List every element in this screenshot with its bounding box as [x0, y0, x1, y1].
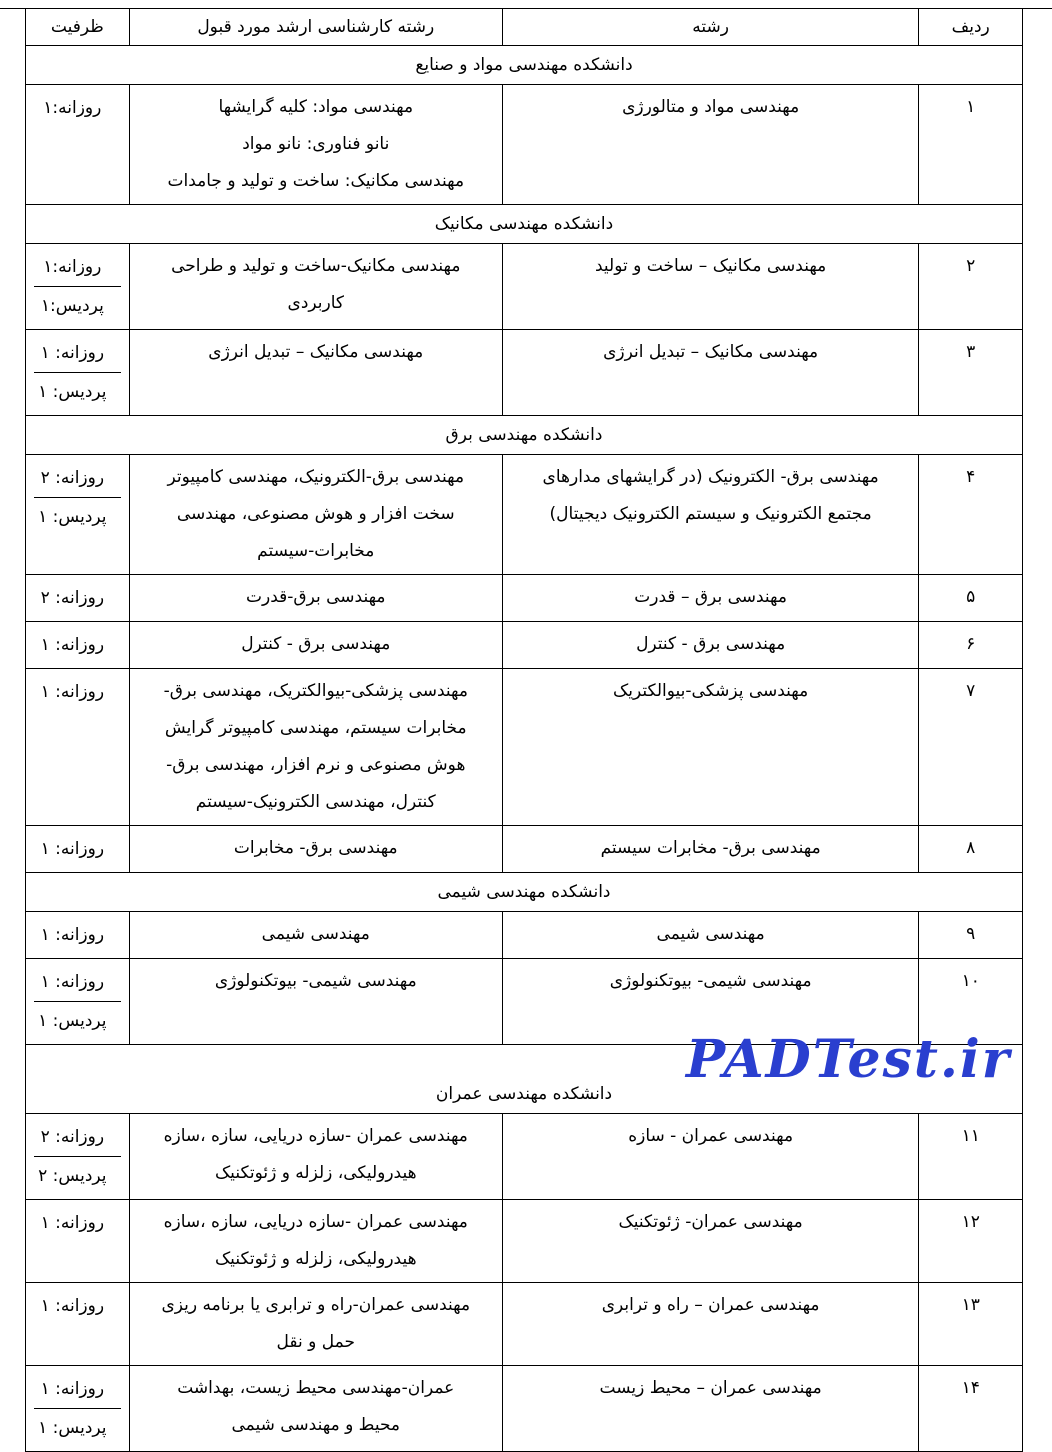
accepted-major-cell [129, 669, 502, 826]
capacity-cell [26, 826, 130, 873]
table-row [26, 455, 1023, 575]
capacity-cell [26, 1283, 130, 1366]
capacity-value: روزانه: ۲ [40, 468, 105, 488]
table-row [26, 330, 1023, 416]
faculty-title: دانشکده مهندسی عمران [435, 1084, 613, 1104]
capacity-cell [26, 455, 130, 575]
accepted-major-cell [129, 244, 502, 330]
programs-table-body [26, 9, 1023, 1452]
faculty-section-row [26, 205, 1023, 244]
table-row [26, 244, 1023, 330]
faculty-section-row [26, 1045, 1023, 1114]
capacity-value: روزانه: ۲ [40, 1127, 105, 1147]
faculty-section-row [26, 416, 1023, 455]
major-line: مهندسی پزشکی-بیوالکتریک [613, 681, 809, 701]
faculty-section-row [26, 46, 1023, 85]
accepted-major-line: مهندسی برق-الکترونیک، مهندسی کامپیوتر [167, 467, 465, 487]
accepted-major-line: نانو فناوری: نانو مواد [242, 134, 390, 154]
capacity-value: روزانه: ۱ [40, 635, 105, 655]
watermark-logo: PADTest.ir [686, 1029, 1012, 1090]
capacity-value: پردیس: ۱ [34, 497, 121, 536]
accepted-major-line: محیط و مهندسی شیمی [231, 1415, 401, 1435]
header-capacity: ظرفیت [26, 9, 130, 46]
faculty-title: دانشکده مهندسی مواد و صنایع [415, 55, 633, 75]
table-row [26, 1114, 1023, 1200]
table-header-row [26, 9, 1023, 46]
accepted-major-cell [129, 575, 502, 622]
accepted-major-line: مهندسی مکانیک: ساخت و تولید و جامدات [167, 171, 465, 191]
table-row [26, 85, 1023, 205]
accepted-major-line: کاربردی [287, 293, 345, 313]
capacity-cell [26, 1366, 130, 1452]
capacity-value: پردیس: ۱ [34, 1001, 121, 1040]
accepted-major-line: مهندسی پزشکی-بیوالکتریک، مهندسی برق- [163, 681, 468, 701]
major-line: مهندسی برق- الکترونیک (در گرایشهای مدارهای [542, 467, 879, 487]
major-cell [502, 826, 919, 873]
programs-table [25, 8, 1023, 1452]
row-number: ۴ [919, 455, 1023, 575]
capacity-cell [26, 669, 130, 826]
major-line: مهندسی عمران - سازه [628, 1126, 794, 1146]
capacity-cell [26, 1200, 130, 1283]
accepted-major-cell [129, 455, 502, 575]
capacity-value: روزانه: ۱ [40, 343, 105, 363]
major-cell [502, 85, 919, 205]
accepted-major-line: مهندسی شیمی- بیوتکنولوژی [214, 971, 417, 991]
accepted-major-cell [129, 622, 502, 669]
accepted-major-cell [129, 912, 502, 959]
accepted-major-cell [129, 826, 502, 873]
accepted-major-line: مهندسی برق- مخابرات [233, 838, 398, 858]
accepted-major-cell [129, 1366, 502, 1452]
faculty-title-cell [26, 1029, 1023, 1114]
accepted-major-cell [129, 1200, 502, 1283]
capacity-value: روزانه: ۱ [40, 925, 105, 945]
capacity-value: روزانه: ۲ [40, 588, 105, 608]
major-line: مهندسی مواد و متالورژی [622, 97, 800, 117]
row-number: ۱۰ [919, 959, 1023, 1045]
capacity-cell [26, 959, 130, 1045]
capacity-cell [26, 85, 130, 205]
header-accepted: رشته کارشناسی ارشد مورد قبول [129, 9, 502, 46]
major-line: مهندسی مکانیک – تبدیل انرژی [603, 342, 819, 362]
table-row [26, 1283, 1023, 1366]
faculty-section-row [26, 873, 1023, 912]
major-cell [502, 1114, 919, 1200]
major-cell [502, 912, 919, 959]
capacity-value: روزانه:۱ [43, 98, 102, 118]
major-cell [502, 669, 919, 826]
row-number: ۱۱ [919, 1114, 1023, 1200]
accepted-major-line: هیدرولیکی، زلزله و ژئوتکنیک [214, 1163, 417, 1183]
capacity-cell [26, 1114, 130, 1200]
row-number: ۳ [919, 330, 1023, 416]
accepted-major-line: عمران-مهندسی محیط زیست، بهداشت [177, 1378, 455, 1398]
major-line: مجتمع الکترونیک و سیستم الکترونیک دیجیتال) [549, 504, 872, 524]
header-row-no: ردیف [919, 9, 1023, 46]
table-row [26, 622, 1023, 669]
accepted-major-line: هوش مصنوعی و نرم افزار، مهندسی برق- [166, 755, 466, 775]
row-number: ۱۲ [919, 1200, 1023, 1283]
major-cell [502, 244, 919, 330]
accepted-major-line: مهندسی برق-قدرت [246, 587, 386, 607]
row-number: ۱۳ [919, 1283, 1023, 1366]
capacity-cell [26, 912, 130, 959]
accepted-major-cell [129, 330, 502, 416]
row-number: ۹ [919, 912, 1023, 959]
major-line: مهندسی مکانیک – ساخت و تولید [595, 256, 827, 276]
capacity-value: روزانه: ۱ [40, 1379, 105, 1399]
faculty-title-cell [26, 46, 1023, 85]
accepted-major-line: کنترل، مهندسی الکترونیک-سیستم [195, 792, 436, 812]
faculty-title: دانشکده مهندسی برق [445, 425, 603, 445]
major-line: مهندسی عمران – راه و ترابری [601, 1295, 820, 1315]
accepted-major-line: هیدرولیکی، زلزله و ژئوتکنیک [214, 1249, 417, 1269]
major-line: مهندسی برق - کنترل [636, 634, 786, 654]
major-cell [502, 455, 919, 575]
accepted-major-line: سخت افزار و هوش مصنوعی، مهندسی [176, 504, 455, 524]
capacity-value: روزانه: ۱ [40, 1213, 105, 1233]
capacity-cell [26, 622, 130, 669]
row-number: ۱ [919, 85, 1023, 205]
faculty-title-cell [26, 873, 1023, 912]
table-row [26, 575, 1023, 622]
accepted-major-line: مهندسی عمران-راه و ترابری یا برنامه ریزی [161, 1295, 471, 1315]
capacity-value: پردیس: ۱ [34, 372, 121, 411]
major-line: مهندسی شیمی- بیوتکنولوژی [609, 971, 812, 991]
capacity-cell [26, 330, 130, 416]
capacity-cell [26, 575, 130, 622]
row-number: ۵ [919, 575, 1023, 622]
major-line: مهندسی برق – قدرت [634, 587, 787, 607]
table-row [26, 1200, 1023, 1283]
table-row [26, 826, 1023, 873]
accepted-major-line: مهندسی عمران -سازه دریایی، سازه ،سازه [163, 1126, 468, 1146]
accepted-major-cell [129, 1114, 502, 1200]
capacity-value: پردیس: ۲ [34, 1156, 121, 1195]
faculty-title-cell [26, 205, 1023, 244]
capacity-value: پردیس: ۱ [34, 1408, 121, 1447]
accepted-major-line: حمل و نقل [276, 1332, 355, 1352]
major-cell [502, 330, 919, 416]
capacity-value: روزانه:۱ [43, 257, 102, 277]
row-number: ۲ [919, 244, 1023, 330]
major-line: مهندسی برق- مخابرات سیستم [600, 838, 821, 858]
table-row [26, 1366, 1023, 1452]
faculty-title-cell [26, 416, 1023, 455]
faculty-title: دانشکده مهندسی مکانیک [434, 214, 614, 234]
accepted-major-cell [129, 959, 502, 1045]
row-number: ۸ [919, 826, 1023, 873]
capacity-cell [26, 244, 130, 330]
table-row [26, 912, 1023, 959]
accepted-major-line: مهندسی عمران -سازه دریایی، سازه ،سازه [163, 1212, 468, 1232]
accepted-major-line: مهندسی شیمی [261, 924, 370, 944]
accepted-major-line: مهندسی مکانیک – تبدیل انرژی [208, 342, 424, 362]
header-major: رشته [502, 9, 919, 46]
row-number: ۶ [919, 622, 1023, 669]
major-line: مهندسی عمران- ژئوتکنیک [618, 1212, 803, 1232]
row-number: ۱۴ [919, 1366, 1023, 1452]
major-cell [502, 1200, 919, 1283]
accepted-major-line: مخابرات-سیستم [257, 541, 375, 561]
major-cell [502, 1283, 919, 1366]
major-line: مهندسی شیمی [656, 924, 765, 944]
capacity-value: روزانه: ۱ [40, 682, 105, 702]
major-cell [502, 1366, 919, 1452]
capacity-value: روزانه: ۱ [40, 839, 105, 859]
accepted-major-line: مهندسی مواد: کلیه گرایشها [218, 97, 414, 117]
major-cell [502, 575, 919, 622]
capacity-value: پردیس:۱ [34, 286, 121, 325]
accepted-major-line: مهندسی مکانیک-ساخت و تولید و طراحی [171, 256, 461, 276]
accepted-major-cell [129, 85, 502, 205]
major-line: مهندسی عمران – محیط زیست [599, 1378, 822, 1398]
accepted-major-line: مخابرات سیستم، مهندسی کامپیوتر گرایش [164, 718, 467, 738]
accepted-major-line: مهندسی برق - کنترل [241, 634, 391, 654]
faculty-title: دانشکده مهندسی شیمی [437, 882, 611, 902]
row-number: ۷ [919, 669, 1023, 826]
capacity-value: روزانه: ۱ [40, 1296, 105, 1316]
major-cell [502, 622, 919, 669]
capacity-value: روزانه: ۱ [40, 972, 105, 992]
accepted-major-cell [129, 1283, 502, 1366]
table-row [26, 669, 1023, 826]
